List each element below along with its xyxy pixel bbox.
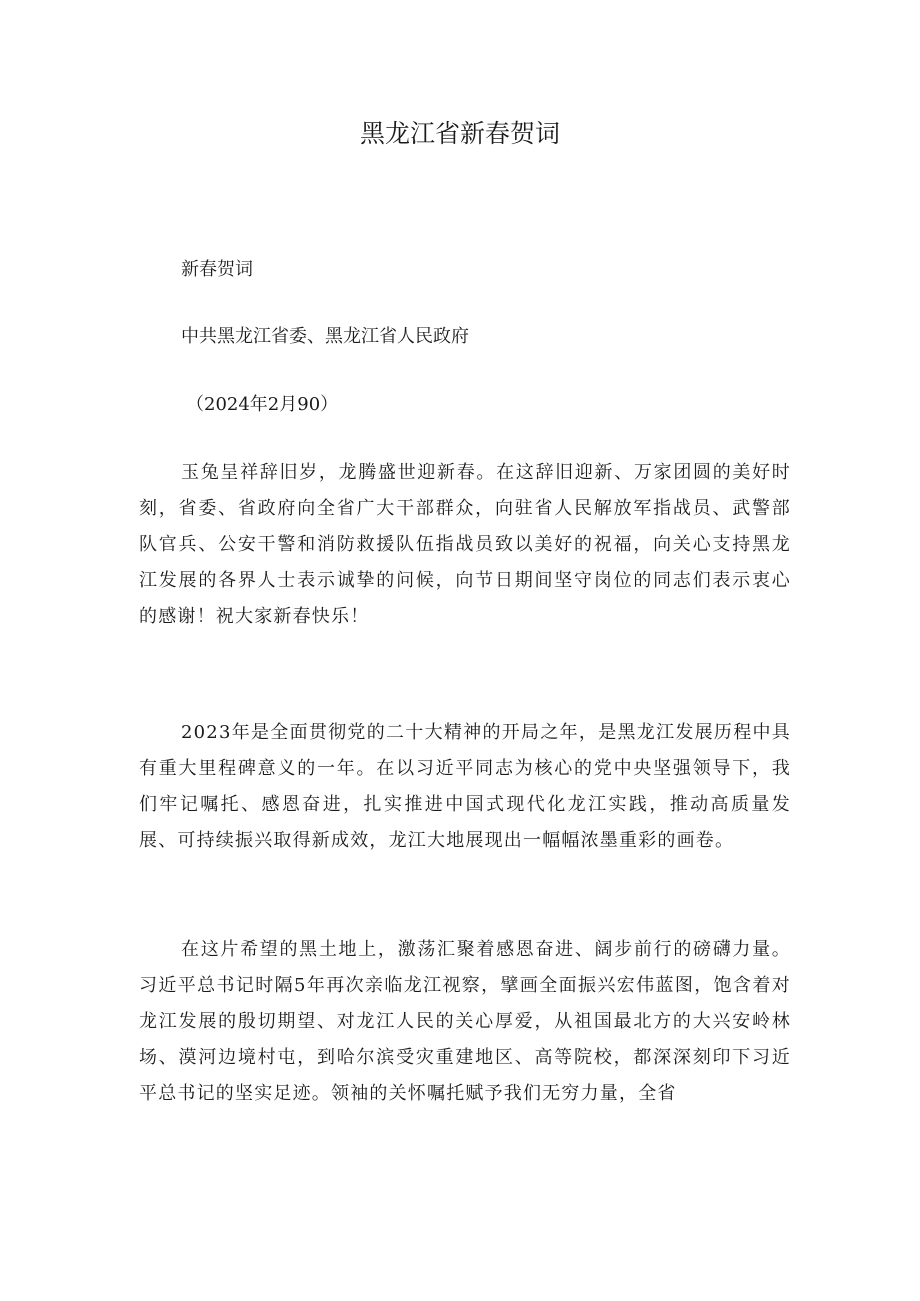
document-title: 黑龙江省新春贺词 — [359, 119, 560, 148]
paragraph-2: 2023年是全面贯彻党的二十大精神的开局之年，是黑龙江发展历程中具有重大里程碑意义的一年。在以习近平同志为核心的党中央坚强领导下，我们牢记嘱托、感恩奋进，扎实推进中国式现代化龙江实践，推动高质量发展、可持续振兴取得新成效，龙江大地展现出一幅幅浓墨重彩的画卷。 — [139, 722, 791, 851]
issuer-line: 中共黑龙江省委、黑龙江省人民政府 — [181, 326, 469, 347]
document-subtitle: 新春贺词 — [181, 259, 253, 280]
paragraph-1: 玉兔呈祥辞旧岁，龙腾盛世迎新春。在这辞旧迎新、万家团圆的美好时刻，省委、省政府向全省广大干部群众，向驻省人民解放军指战员、武警部队官兵、公安干警和消防救援队伍指战员致以美好的祝福，向关心支持黑龙江发展的各界人士表示诚挚的问候，向节日期间坚守岗位的同志们表示衷心的感谢！祝大家新春快乐！ — [139, 462, 791, 627]
paragraph-3: 在这片希望的黑土地上，激荡汇聚着感恩奋进、阔步前行的磅礴力量。习近平总书记时隔5年再次亲临龙江视察，擘画全面振兴宏伟蓝图，饱含着对龙江发展的殷切期望、对龙江人民的关心厚爱，从祖国最北方的大兴安岭林场、漠河边境村屯，到哈尔滨受灾重建地区、高等院校，都深深刻印下习近平总书记的坚实足迹。领袖的关怀嘱托赋予我们无穷力量，全省 — [139, 939, 791, 1104]
date-line: （2024年2月90） — [186, 394, 339, 415]
